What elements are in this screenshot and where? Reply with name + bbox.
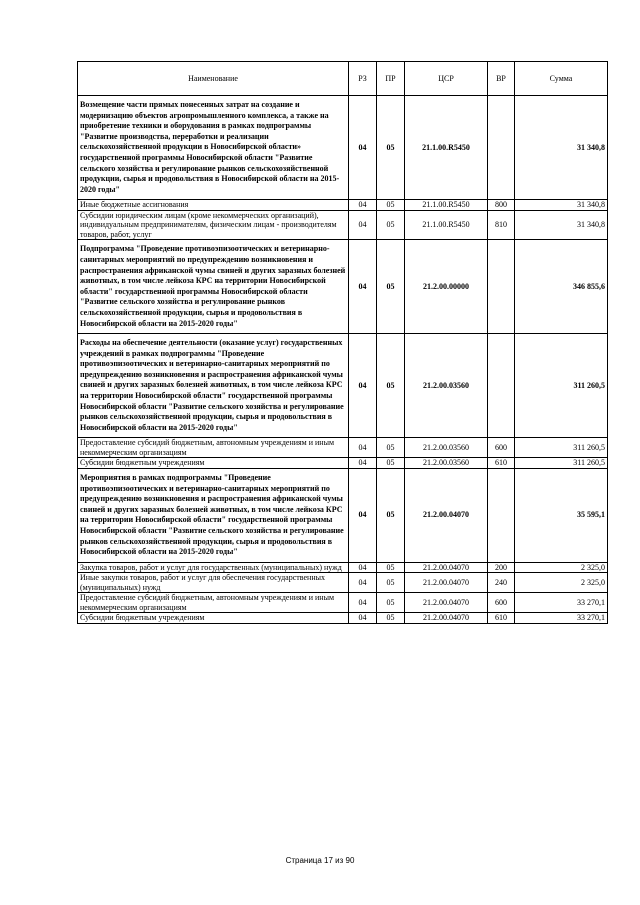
table-row xyxy=(78,573,608,593)
row-name: Подпрограмма "Проведение противоэпизоотических и ветеринарно-санитарных мероприятий по предупреждению возникновения и распространения африканской чумы свиней и других заразных болезней животных, в том числе лейкоза КРС на территории Новосибирской области" государственной программы Новосибирской области "Развитие сельского хозяйства и регулирование рынков сельскохозяйственной продукции, сырья и продовольствия в Новосибирской области на 2015-2020 годы" xyxy=(78,240,349,334)
row-sum: 31 340,8 xyxy=(515,210,608,240)
row-name: Иные бюджетные ассигнования xyxy=(78,200,349,211)
row-name: Иные закупки товаров, работ и услуг для обеспечения государственных (муниципальных) нужд xyxy=(78,573,349,593)
table-row xyxy=(78,562,608,573)
row-name: Предоставление субсидий бюджетным, автономным учреждениям и иным некоммерческим организациям xyxy=(78,438,349,458)
row-pr: 05 xyxy=(377,200,405,211)
row-vr: 800 xyxy=(488,200,515,211)
row-pr: 05 xyxy=(377,334,405,438)
row-vr xyxy=(488,334,515,438)
row-vr: 600 xyxy=(488,593,515,613)
row-sum: 35 595,1 xyxy=(515,468,608,562)
table-row xyxy=(78,210,608,240)
row-name: Субсидии бюджетным учреждениям xyxy=(78,613,349,624)
row-rz: 04 xyxy=(349,210,377,240)
row-rz: 04 xyxy=(349,613,377,624)
row-csr: 21.1.00.R5450 xyxy=(405,200,488,211)
row-csr: 21.2.00.04070 xyxy=(405,562,488,573)
table-row xyxy=(78,593,608,613)
row-csr: 21.2.00.04070 xyxy=(405,613,488,624)
row-pr: 05 xyxy=(377,240,405,334)
table-row xyxy=(78,458,608,469)
row-sum: 31 340,8 xyxy=(515,200,608,211)
row-csr: 21.2.00.03560 xyxy=(405,438,488,458)
header-vr: ВР xyxy=(488,62,515,96)
row-vr: 810 xyxy=(488,210,515,240)
row-pr: 05 xyxy=(377,468,405,562)
table-row xyxy=(78,200,608,211)
table-row xyxy=(78,613,608,624)
row-rz: 04 xyxy=(349,240,377,334)
row-name: Мероприятия в рамках подпрограммы "Проведение противоэпизоотических и ветеринарно-санитарных мероприятий по предупреждению возникновения и распространения африканской чумы свиней и других заразных болезней животных, в том числе лейкоза КРС на территории Новосибирской области" государственной программы Новосибирской области "Развитие сельского хозяйства и регулирование рынков сельскохозяйственной продукции, сырья и продовольствия в Новосибирской области на 2015-2020 годы" xyxy=(78,468,349,562)
row-rz: 04 xyxy=(349,562,377,573)
table-row xyxy=(78,468,608,562)
row-csr: 21.2.00.03560 xyxy=(405,334,488,438)
row-pr: 05 xyxy=(377,593,405,613)
header-pr: ПР xyxy=(377,62,405,96)
row-vr xyxy=(488,468,515,562)
row-pr: 05 xyxy=(377,573,405,593)
row-sum: 346 855,6 xyxy=(515,240,608,334)
row-vr: 610 xyxy=(488,458,515,469)
page-number: Страница 17 из 90 xyxy=(285,856,355,865)
row-csr: 21.1.00.R5450 xyxy=(405,210,488,240)
row-csr: 21.2.00.04070 xyxy=(405,593,488,613)
row-vr xyxy=(488,96,515,200)
row-csr: 21.2.00.03560 xyxy=(405,458,488,469)
row-rz: 04 xyxy=(349,438,377,458)
row-rz: 04 xyxy=(349,593,377,613)
row-pr: 05 xyxy=(377,438,405,458)
row-pr: 05 xyxy=(377,458,405,469)
row-pr: 05 xyxy=(377,613,405,624)
row-sum: 33 270,1 xyxy=(515,613,608,624)
row-pr: 05 xyxy=(377,562,405,573)
row-name: Субсидии юридическим лицам (кроме некоммерческих организаций), индивидуальным предпринимателям, физическим лицам - производителям товаров, работ, услуг xyxy=(78,210,349,240)
row-sum: 2 325,0 xyxy=(515,573,608,593)
table-row xyxy=(78,334,608,438)
row-name: Предоставление субсидий бюджетным, автономным учреждениям и иным некоммерческим организациям xyxy=(78,593,349,613)
row-rz: 04 xyxy=(349,468,377,562)
table-row xyxy=(78,240,608,334)
row-sum: 311 260,5 xyxy=(515,438,608,458)
row-rz: 04 xyxy=(349,458,377,469)
row-vr: 610 xyxy=(488,613,515,624)
row-name: Расходы на обеспечение деятельности (оказание услуг) государственных учреждений в рамках подпрограммы "Проведение противоэпизоотических и ветеринарно-санитарных мероприятий по предупреждению возникновения и распространения африканской чумы свиней и других заразных болезней животных, в том числе лейкоза КРС на территории Новосибирской области" государственной программы Новосибирской области "Развитие сельского хозяйства и регулирование рынков сельскохозяйственной продукции, сырья и продовольствия в Новосибирской области на 2015-2020 годы" xyxy=(78,334,349,438)
table-row xyxy=(78,438,608,458)
row-vr: 600 xyxy=(488,438,515,458)
budget-table xyxy=(77,61,608,624)
header-csr: ЦСР xyxy=(405,62,488,96)
row-sum: 311 260,5 xyxy=(515,334,608,438)
row-rz: 04 xyxy=(349,573,377,593)
row-name: Возмещение части прямых понесенных затрат на создание и модернизацию объектов агропромышленного комплекса, а также на приобретение техники и оборудования в рамках подпрограммы "Развитие производства, переработки и реализации сельскохозяйственной продукции в Новосибирской области» государственной программы Новосибирской области "Развитие сельского хозяйства и регулирование рынков сельскохозяйственной продукции, сырья и продовольствия в Новосибирской области на 2015-2020 годы" xyxy=(78,96,349,200)
header-rz: РЗ xyxy=(349,62,377,96)
header-sum: Сумма xyxy=(515,62,608,96)
row-vr: 200 xyxy=(488,562,515,573)
row-sum: 311 260,5 xyxy=(515,458,608,469)
row-rz: 04 xyxy=(349,200,377,211)
row-vr xyxy=(488,240,515,334)
row-vr: 240 xyxy=(488,573,515,593)
row-csr: 21.2.00.04070 xyxy=(405,573,488,593)
row-csr: 21.2.00.04070 xyxy=(405,468,488,562)
row-csr: 21.2.00.00000 xyxy=(405,240,488,334)
row-sum: 31 340,8 xyxy=(515,96,608,200)
table-header-row xyxy=(78,62,608,96)
row-csr: 21.1.00.R5450 xyxy=(405,96,488,200)
row-pr: 05 xyxy=(377,210,405,240)
row-name: Субсидии бюджетным учреждениям xyxy=(78,458,349,469)
row-rz: 04 xyxy=(349,96,377,200)
row-sum: 2 325,0 xyxy=(515,562,608,573)
row-name: Закупка товаров, работ и услуг для государственных (муниципальных) нужд xyxy=(78,562,349,573)
row-sum: 33 270,1 xyxy=(515,593,608,613)
table-row xyxy=(78,96,608,200)
header-name: Наименование xyxy=(78,62,349,96)
row-rz: 04 xyxy=(349,334,377,438)
row-pr: 05 xyxy=(377,96,405,200)
